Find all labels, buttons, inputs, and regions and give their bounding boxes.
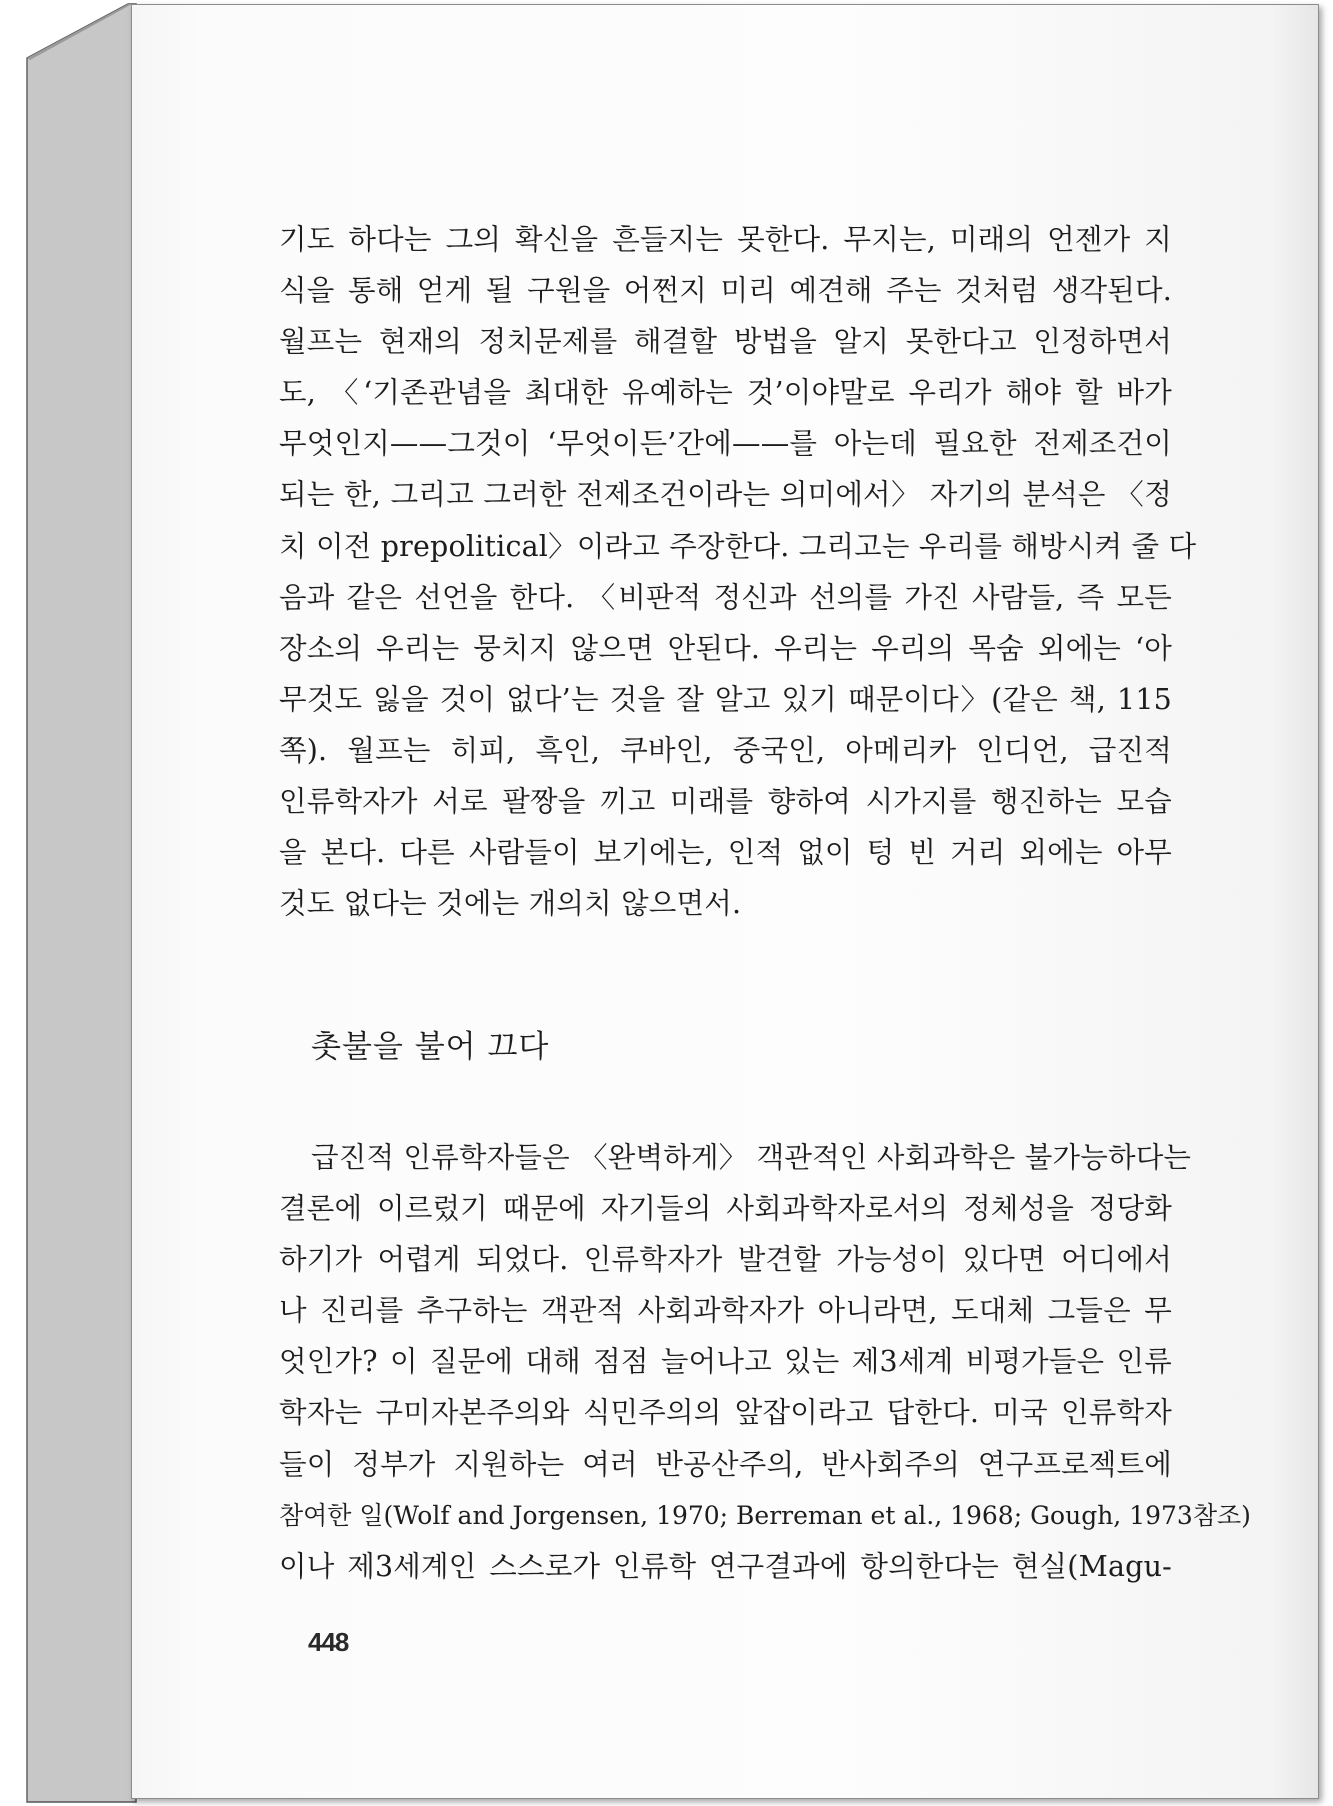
text-line: 장소의 우리는 뭉치지 않으면 안된다. 우리는 우리의 목숨 외에는 ‘아 xyxy=(279,631,1172,665)
text-line: 기도 하다는 그의 확신을 흔들지는 못한다. 무지는, 미래의 언젠가 지 xyxy=(279,223,1172,256)
text-line: 식을 통해 얻게 될 구원을 어쩐지 미리 예견해 주는 것처럼 생각된다. xyxy=(279,274,1172,308)
page-number: 448 xyxy=(308,1627,349,1657)
text-line: 월프는 현재의 정치문제를 해결할 방법을 알지 못한다고 인정하면서 xyxy=(279,325,1172,359)
text-line: 나 진리를 추구하는 객관적 사회과학자가 아니라면, 도대체 그들은 무 xyxy=(279,1294,1172,1328)
text-line: 학자는 구미자본주의와 식민주의의 앞잡이라고 답한다. 미국 인류학자 xyxy=(279,1396,1172,1430)
text-line: 도, 〈‘기존관념을 최대한 유예하는 것’이야말로 우리가 해야 할 바가 xyxy=(279,376,1172,410)
text-line: 참여한 일(Wolf and Jorgensen, 1970; Berreman et al., 1968; Gough, 1973참조) xyxy=(279,1500,1251,1530)
book-page xyxy=(131,4,1319,1799)
text-line: 을 본다. 다른 사람들이 보기에는, 인적 없이 텅 빈 거리 외에는 아무 xyxy=(279,836,1172,870)
text-line: 급진적 인류학자들은 〈완벽하게〉 객관적인 사회과학은 불가능하다는 xyxy=(311,1141,1192,1174)
paragraph-continued xyxy=(279,214,1197,929)
text-line: 결론에 이르렀기 때문에 자기들의 사회과학자로서의 정체성을 정당화 xyxy=(279,1192,1172,1226)
text-line: 무엇인지——그것이 ‘무엇이든’간에——를 아는데 필요한 전제조건이 xyxy=(279,427,1172,461)
text-line: 쪽). 월프는 히피, 흑인, 쿠바인, 중국인, 아메리카 인디언, 급진적 xyxy=(279,733,1172,767)
text-line: 이나 제3세계인 스스로가 인류학 연구결과에 항의한다는 현실(Magu- xyxy=(279,1549,1172,1583)
book-side-edge xyxy=(0,0,140,1806)
text-line: 들이 정부가 지원하는 여러 반공산주의, 반사회주의 연구프로젝트에 xyxy=(279,1447,1172,1481)
text-line: 인류학자가 서로 팔짱을 끼고 미래를 향하여 시가지를 행진하는 모습 xyxy=(279,785,1172,819)
text-line: 것도 없다는 것에는 개의치 않으면서. xyxy=(279,887,742,921)
text-line: 무것도 잃을 것이 없다’는 것을 잘 알고 있기 때문이다〉(같은 책, 115 xyxy=(279,682,1172,716)
paragraph-section xyxy=(279,1132,1251,1592)
text-line: 하기가 어렵게 되었다. 인류학자가 발견할 가능성이 있다면 어디에서 xyxy=(279,1243,1172,1277)
text-line: 되는 한, 그리고 그러한 전제조건이라는 의미에서〉 자기의 분석은 〈정 xyxy=(279,478,1172,512)
text-line: 음과 같은 선언을 한다. 〈비판적 정신과 선의를 가진 사람들, 즉 모든 xyxy=(279,580,1172,614)
section-heading: 촛불을 불어 끄다 xyxy=(311,1029,550,1065)
text-line: 엇인가? 이 질문에 대해 점점 늘어나고 있는 제3세계 비평가들은 인류 xyxy=(279,1345,1172,1379)
text-line: 치 이전 prepolitical〉이라고 주장한다. 그리고는 우리를 해방시켜 줄 다 xyxy=(279,529,1197,563)
